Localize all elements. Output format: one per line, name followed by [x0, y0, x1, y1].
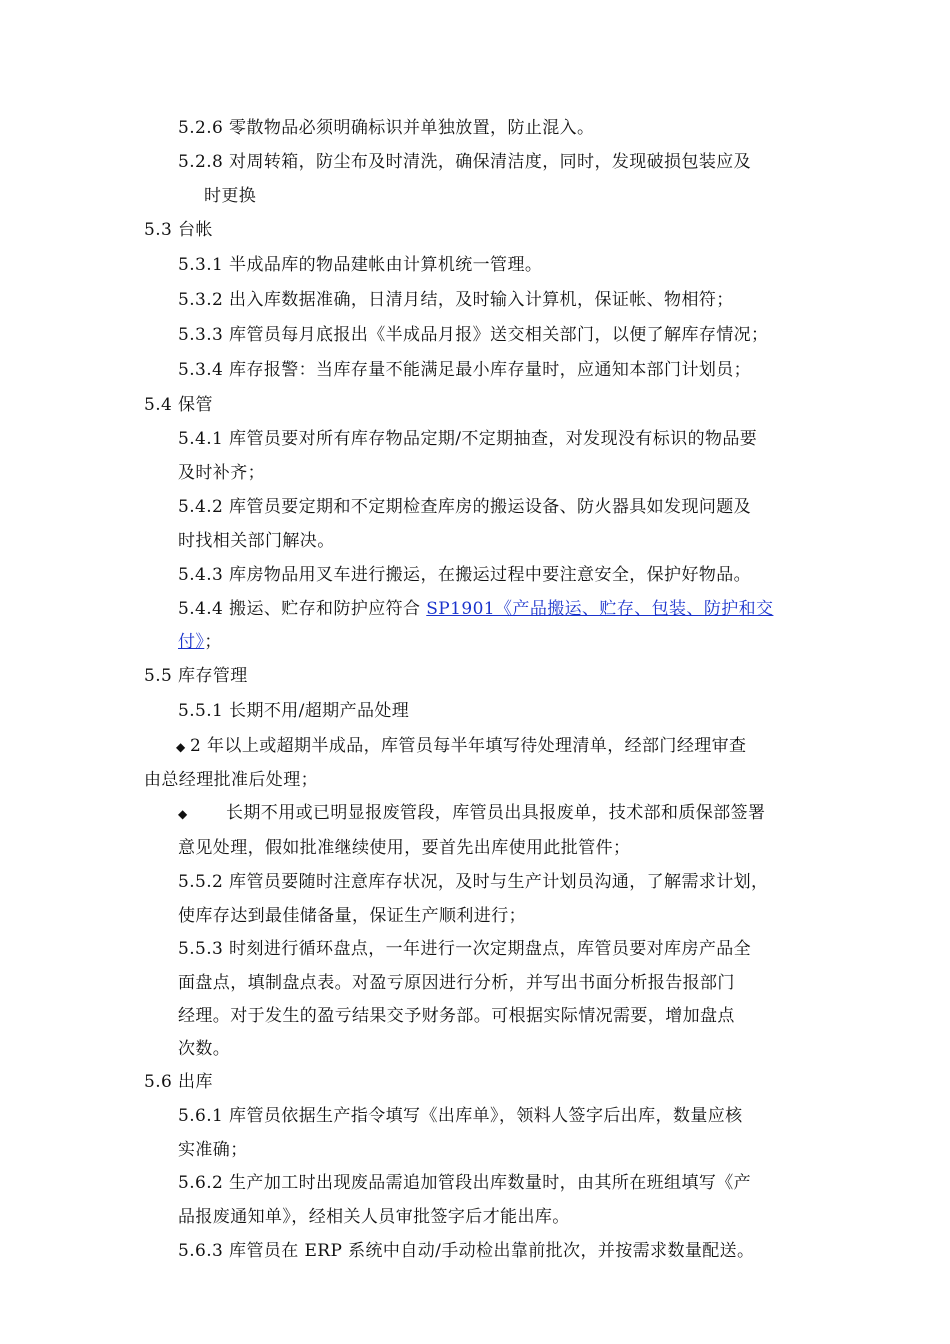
clause-5-4-4 — [178, 598, 773, 620]
section-heading-5-6: 5.6 出库 — [144, 1072, 213, 1092]
section-heading-5-4: 5.4 保管 — [144, 395, 213, 415]
clause-5-3-1: 5.3.1 半成品库的物品建帐由计算机统一管理。 — [178, 255, 543, 275]
bullet-item-2 — [178, 802, 765, 825]
clause-5-6-2: 5.6.2 生产加工时出现废品需追加管段出库数量时，由其所在班组填写《产 — [178, 1173, 752, 1193]
diamond-bullet-icon: ◆ — [178, 807, 188, 821]
sp1901-reference-link[interactable]: SP1901《产品搬运、贮存、包装、防护和交 — [426, 599, 774, 619]
clause-5-2-6: 5.2.6 零散物品必须明确标识并单独放置，防止混入。 — [178, 118, 595, 138]
clause-5-4-4-cont — [178, 631, 222, 653]
clause-5-5-3-cont-3: 次数。 — [178, 1039, 231, 1059]
bullet-item-2-text: 长期不用或已明显报废管段，库管员出具报废单，技术部和质保部签署 — [226, 803, 766, 823]
clause-5-3-3: 5.3.3 库管员每月底报出《半成品月报》送交相关部门，以便了解库存情况； — [178, 325, 769, 345]
clause-5-5-2-cont: 使库存达到最佳储备量，保证生产顺利进行； — [178, 906, 526, 926]
clause-5-6-3: 5.6.3 库管员在 ERP 系统中自动/手动检出靠前批次，并按需求数量配送。 — [178, 1241, 755, 1261]
section-heading-5-3: 5.3 台帐 — [144, 220, 213, 240]
clause-5-4-1-cont: 及时补齐； — [178, 463, 265, 483]
clause-5-5-3-cont-1: 面盘点，填制盘点表。对盈亏原因进行分析，并写出书面分析报告报部门 — [178, 973, 735, 993]
sp1901-reference-link-cont[interactable]: 付》 — [178, 632, 205, 652]
bullet-item-1-cont: 由总经理批准后处理； — [144, 770, 318, 790]
clause-5-3-2: 5.3.2 出入库数据准确，日清月结，及时输入计算机，保证帐、物相符； — [178, 290, 734, 310]
clause-5-5-3-cont-2: 经理。对于发生的盈亏结果交予财务部。可根据实际情况需要，增加盘点 — [178, 1006, 735, 1026]
clause-5-6-1-cont: 实准确； — [178, 1140, 248, 1160]
bullet-item-2-cont: 意见处理，假如批准继续使用，要首先出库使用此批管件； — [178, 838, 631, 858]
clause-5-4-3: 5.4.3 库房物品用叉车进行搬运，在搬运过程中要注意安全，保护好物品。 — [178, 565, 752, 585]
clause-5-2-8: 5.2.8 对周转箱，防尘布及时清洗，确保清洁度，同时，发现破损包装应及 — [178, 152, 752, 172]
diamond-bullet-icon: ◆ — [176, 740, 186, 754]
clause-5-4-1: 5.4.1 库管员要对所有库存物品定期/不定期抽查，对发现没有标识的物品要 — [178, 429, 758, 449]
clause-5-4-4-end: ； — [204, 632, 222, 652]
clause-5-2-8-cont: 时更换 — [204, 186, 257, 206]
clause-5-3-4: 5.3.4 库存报警：当库存量不能满足最小库存量时，应通知本部门计划员； — [178, 360, 752, 380]
clause-5-6-1: 5.6.1 库管员依据生产指令填写《出库单》，领料人签字后出库，数量应核 — [178, 1106, 743, 1126]
clause-5-4-2: 5.4.2 库管员要定期和不定期检查库房的搬运设备、防火器具如发现问题及 — [178, 497, 752, 517]
clause-5-4-4-text: 5.4.4 搬运、贮存和防护应符合 — [178, 599, 427, 619]
section-heading-5-5: 5.5 库存管理 — [144, 666, 248, 686]
clause-5-5-1: 5.5.1 长期不用/超期产品处理 — [178, 701, 410, 721]
clause-5-4-2-cont: 时找相关部门解决。 — [178, 531, 335, 551]
clause-5-6-2-cont: 品报废通知单》，经相关人员审批签字后才能出库。 — [178, 1207, 570, 1227]
bullet-item-1-text: 2 年以上或超期半成品，库管员每半年填写待处理清单，经部门经理审查 — [190, 736, 747, 756]
clause-5-5-3: 5.5.3 时刻进行循环盘点，一年进行一次定期盘点，库管员要对库房产品全 — [178, 939, 752, 959]
clause-5-5-2: 5.5.2 库管员要随时注意库存状况，及时与生产计划员沟通，了解需求计划， — [178, 872, 769, 892]
bullet-item-1 — [176, 735, 746, 758]
